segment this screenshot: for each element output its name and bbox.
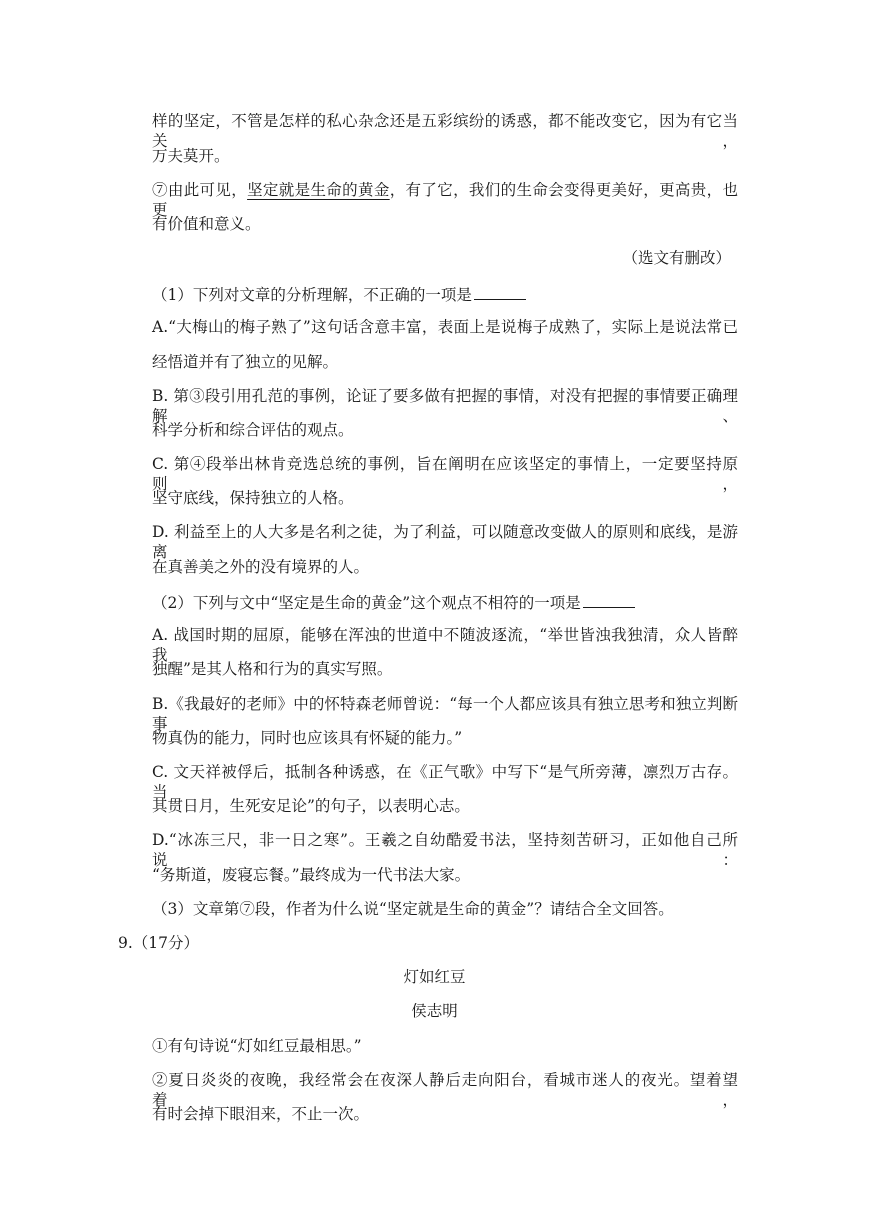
paragraph-7-line-2: 有价值和意义。 (152, 215, 261, 233)
q2-option-c-line-2: 其贯日月，生死安足论”的句子，以表明心志。 (152, 797, 470, 815)
question-1-stem-text: （1）下列对文章的分析理解，不正确的一项是 (152, 286, 472, 304)
answer-blank (474, 283, 526, 300)
q2-option-d-line-2: “务斯道，废寝忘餐。”最终成为一代书法大家。 (152, 866, 471, 884)
q1-option-a-line-1: A.“大梅山的梅子熟了”这句话含意丰富，表面上是说梅子成熟了，实际上是说法常已 (152, 318, 738, 336)
article-paragraph-1: ①有句诗说“灯如红豆最相思。” (152, 1037, 362, 1055)
answer-blank (583, 591, 635, 608)
question-3-stem: （3）文章第⑦段，作者为什么说“坚定就是生命的黄金”？请结合全文回答。 (152, 900, 674, 918)
q2-option-a-line-1: A. 战国时期的屈原，能够在浑浊的世道中不随波逐流，“举世皆浊我独清，众人皆醉我 (152, 626, 738, 664)
article-paragraph-2-line-1: ②夏日炎炎的夜晚，我经常会在夜深人静后走向阳台，看城市迷人的夜光。望着望着， (152, 1071, 738, 1109)
paragraph-6-line-1: 样的坚定，不管是怎样的私心杂念还是五彩缤纷的诱惑，都不能改变它，因为有它当关， (152, 112, 738, 150)
q1-option-b-line-2: 科学分析和综合评估的观点。 (152, 421, 354, 439)
q2-option-d-line-1: D.“冰冻三尺，非一日之寒”。王羲之自幼酷爱书法，坚持刻苦研习，正如他自己所说： (152, 831, 738, 869)
q1-option-c-line-2: 坚守底线，保持独立的人格。 (152, 489, 354, 507)
question-1-stem (152, 283, 526, 305)
q1-option-c-line-1: C. 第④段举出林肯竞选总统的事例，旨在阐明在应该坚定的事情上，一定要坚持原则， (152, 455, 738, 493)
article-title: 灯如红豆 (403, 968, 466, 986)
q1-option-d-line-2: 在真善美之外的没有境界的人。 (152, 558, 370, 576)
paragraph-6-line-2: 万夫莫开。 (152, 147, 230, 165)
source-note: （选文有删改） (622, 249, 731, 267)
question-9-header: 9.（17分） (118, 934, 200, 952)
question-2-stem-text: （2）下列与文中“坚定是生命的黄金”这个观点不相符的一项是 (152, 594, 581, 612)
q2-option-c-line-1: C. 文天祥被俘后，抵制各种诱惑，在《正气歌》中写下“是气所旁薄，凛烈万古存。当 (152, 763, 738, 801)
q1-option-b-line-1: B. 第③段引用孔范的事例，论证了要多做有把握的事情，对没有把握的事情要正确理解、 (152, 387, 738, 425)
article-author: 侯志明 (411, 1002, 458, 1020)
article-paragraph-2-line-2: 有时会掉下眼泪来，不止一次。 (152, 1105, 370, 1123)
paragraph-7-prefix: ⑦由此可见， (152, 181, 248, 199)
q2-option-a-line-2: 独醒”是其人格和行为的真实写照。 (152, 660, 393, 678)
q2-option-b-line-2: 物真伪的能力，同时也应该具有怀疑的能力。” (152, 729, 463, 747)
paragraph-7-suffix: ，有了它，我们的生命会变得更美好，更高贵，也更 (152, 181, 738, 219)
q1-option-a-line-2: 经悟道并有了独立的见解。 (152, 353, 339, 371)
question-2-stem (152, 591, 635, 613)
q2-option-b-line-1: B.《我最好的老师》中的怀特森老师曾说：“每一个人都应该具有独立思考和独立判断事 (152, 695, 738, 733)
q1-option-d-line-1: D. 利益至上的人大多是名利之徒，为了利益，可以随意改变做人的原则和底线，是游离 (152, 523, 738, 561)
underlined-thesis: 坚定就是生命的黄金 (247, 181, 390, 199)
